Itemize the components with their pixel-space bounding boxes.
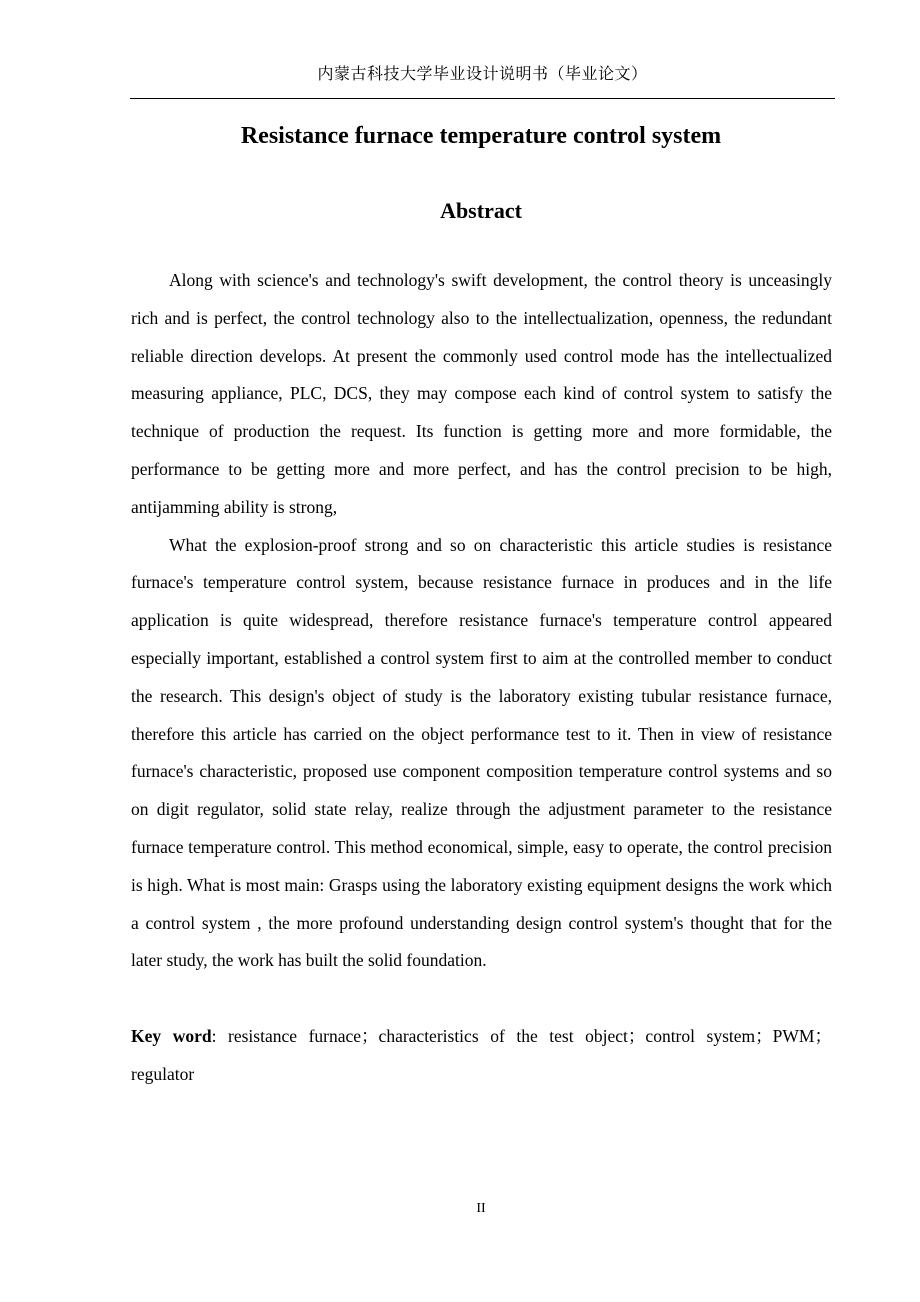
abstract-paragraph-2: What the explosion-proof strong and so on characteristic this article studies is resistance furnace's temperature control system, because resistance furnace in produces and in the life application is quite widespread, therefore resistance furnace's temperature control appeared especially important, established a control system first to aim at the controlled member to conduct the research. This design's object of study is the laboratory existing tubular resistance furnace, therefore this article has carried on the object performance test to it. Then in view of resistance furnace's characteristic, proposed use component composition temperature control systems and so on digit regulator, solid state relay, realize through the adjustment parameter to the resistance furnace temperature control. This method economical, simple, easy to operate, the control precision is high. What is most main: Grasps using the laboratory existing equipment designs the work which a control system , the more profound understanding design control system's thought that for the later study, the work has built the solid foundation. (131, 534, 832, 971)
abstract-paragraph-1: Along with science's and technology's swift development, the control theory is unceasingly rich and is perfect, the control technology also to the intellectualization, openness, the redundant reliable direction develops. At present the commonly used control mode has the intellectualized measuring appliance, PLC, DCS, they may compose each kind of control system to satisfy the technique of production the request. Its function is getting more and more formidable, the performance to be getting more and more perfect, and has the control precision to be high, antijamming ability is strong, (131, 270, 832, 517)
abstract-heading: Abstract (440, 198, 522, 223)
header-rule (130, 98, 835, 99)
keywords (131, 1018, 832, 1094)
paper-title: Resistance furnace temperature control system (240, 123, 722, 149)
abstract-body (131, 262, 832, 980)
keywords-label: Key word (131, 1026, 212, 1046)
running-header: 内蒙古科技大学毕业设计说明书（毕业论文） (317, 66, 648, 83)
page-number: II (476, 1201, 486, 1216)
keywords-text: : resistance furnace；characteristics of the test object；control system；PWM；regulator (131, 1026, 832, 1084)
